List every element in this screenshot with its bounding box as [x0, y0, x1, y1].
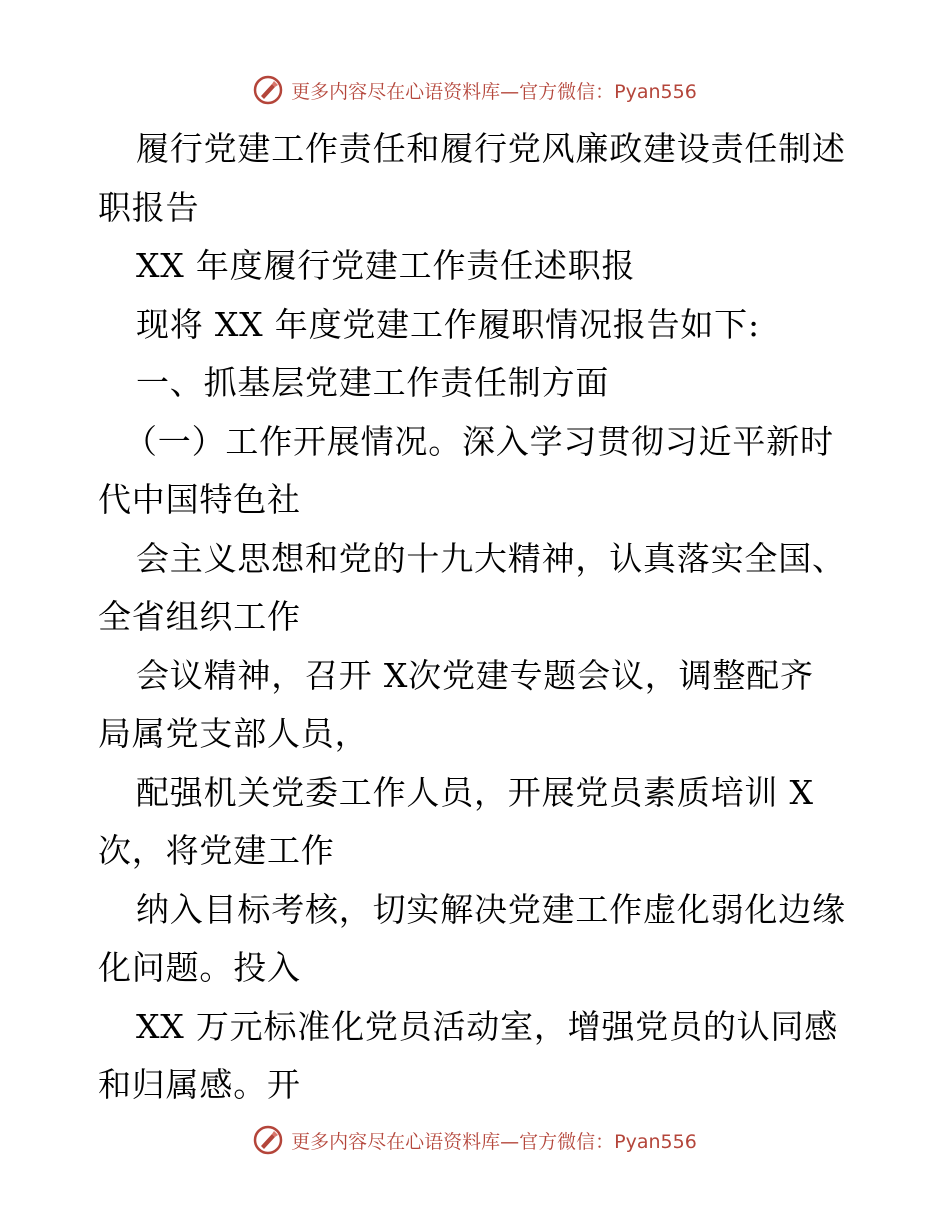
document-body	[98, 120, 858, 1115]
doc-line: 职报告	[98, 187, 200, 227]
doc-line: （一）工作开展情况。深入学习贯彻习近平新时	[124, 421, 834, 461]
footer-wechat-id: Pyan556	[614, 1130, 697, 1153]
doc-line: 全省组织工作	[98, 597, 301, 636]
footer-banner-text	[291, 1127, 697, 1154]
doc-line: 配强机关党委工作人员，开展党员素质培训 X	[136, 772, 814, 812]
pen-logo-icon	[253, 1125, 283, 1155]
header-banner-text	[291, 77, 697, 104]
page-header-watermark	[0, 70, 950, 110]
doc-line: 纳入目标考核，切实解决党建工作虚化弱化边缘	[136, 889, 846, 929]
doc-line: 现将 XX 年度党建工作履职情况报告如下:	[136, 304, 760, 344]
page-footer-watermark	[0, 1120, 950, 1160]
pen-logo-icon	[253, 75, 283, 105]
doc-line: 次，将党建工作	[98, 831, 335, 870]
doc-line: XX 万元标准化党员活动室，增强党员的认同感	[136, 1006, 839, 1046]
header-banner-label: 更多内容尽在心语资料库—官方微信：	[291, 80, 615, 103]
header-wechat-id: Pyan556	[614, 80, 697, 103]
doc-line: 履行党建工作责任和履行党风廉政建设责任制述	[136, 129, 846, 168]
doc-line: 一、抓基层党建工作责任制方面	[136, 363, 610, 402]
doc-line: 和归属感。开	[98, 1065, 301, 1104]
doc-line: 代中国特色社	[98, 480, 301, 519]
footer-banner-label: 更多内容尽在心语资料库—官方微信：	[291, 1130, 615, 1153]
doc-line: 化问题。投入	[98, 948, 301, 987]
doc-line: 会议精神，召开 X次党建专题会议，调整配齐	[136, 655, 814, 695]
doc-line: 局属党支部人员，	[98, 714, 369, 753]
doc-line: 会主义思想和党的十九大精神，认真落实全国、	[136, 538, 846, 578]
doc-line: XX 年度履行党建工作责任述职报	[136, 246, 636, 285]
